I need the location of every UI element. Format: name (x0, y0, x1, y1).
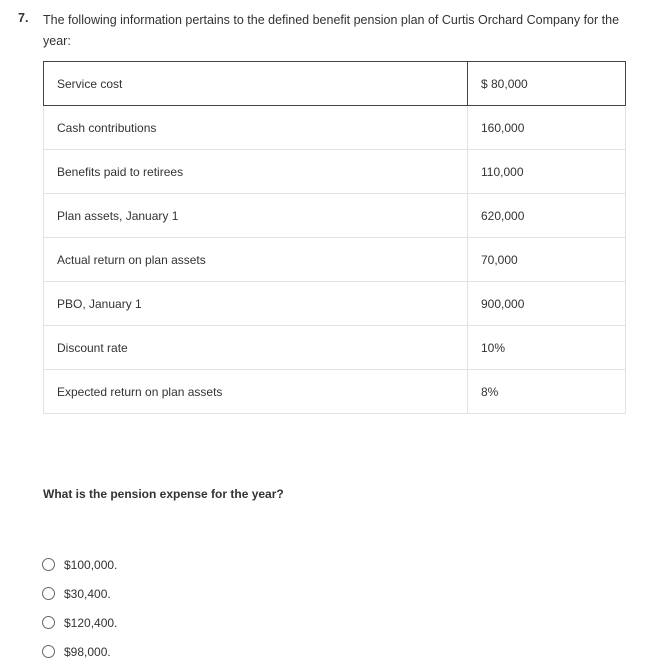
row-label: Cash contributions (44, 106, 468, 150)
row-value: 110,000 (468, 150, 626, 194)
radio-button[interactable] (42, 558, 55, 571)
table-row (44, 194, 626, 238)
table-row (44, 370, 626, 414)
answer-option-1[interactable] (42, 550, 117, 579)
row-value: $ 80,000 (468, 62, 626, 106)
row-label: Actual return on plan assets (44, 238, 468, 282)
row-value: 620,000 (468, 194, 626, 238)
row-label: Plan assets, January 1 (44, 194, 468, 238)
option-label[interactable]: $120,400. (64, 615, 118, 630)
radio-button[interactable] (42, 616, 55, 629)
table-row (44, 106, 626, 150)
row-value: 8% (468, 370, 626, 414)
row-value: 70,000 (468, 238, 626, 282)
answer-option-2[interactable] (42, 579, 117, 608)
row-label: Benefits paid to retirees (44, 150, 468, 194)
option-label[interactable]: $100,000. (64, 557, 118, 572)
row-label: Expected return on plan assets (44, 370, 468, 414)
radio-button[interactable] (42, 645, 55, 658)
table-row (44, 326, 626, 370)
table-row (44, 150, 626, 194)
row-value: 900,000 (468, 282, 626, 326)
answer-options (42, 550, 117, 666)
question-number: 7. (18, 11, 29, 25)
row-value: 10% (468, 326, 626, 370)
pension-data-table (43, 61, 626, 414)
question-prompt: What is the pension expense for the year? (43, 487, 284, 501)
row-value: 160,000 (468, 106, 626, 150)
question-text: The following information pertains to the defined benefit pension plan of Curtis Orchard Company for the year: (43, 13, 620, 48)
radio-button[interactable] (42, 587, 55, 600)
row-label: Discount rate (44, 326, 468, 370)
answer-option-3[interactable] (42, 608, 117, 637)
table-row (44, 238, 626, 282)
row-label: Service cost (44, 62, 468, 106)
table-row (44, 62, 626, 106)
option-label[interactable]: $98,000. (64, 644, 111, 659)
answer-option-4[interactable] (42, 637, 117, 666)
table-row (44, 282, 626, 326)
row-label: PBO, January 1 (44, 282, 468, 326)
option-label[interactable]: $30,400. (64, 586, 111, 601)
